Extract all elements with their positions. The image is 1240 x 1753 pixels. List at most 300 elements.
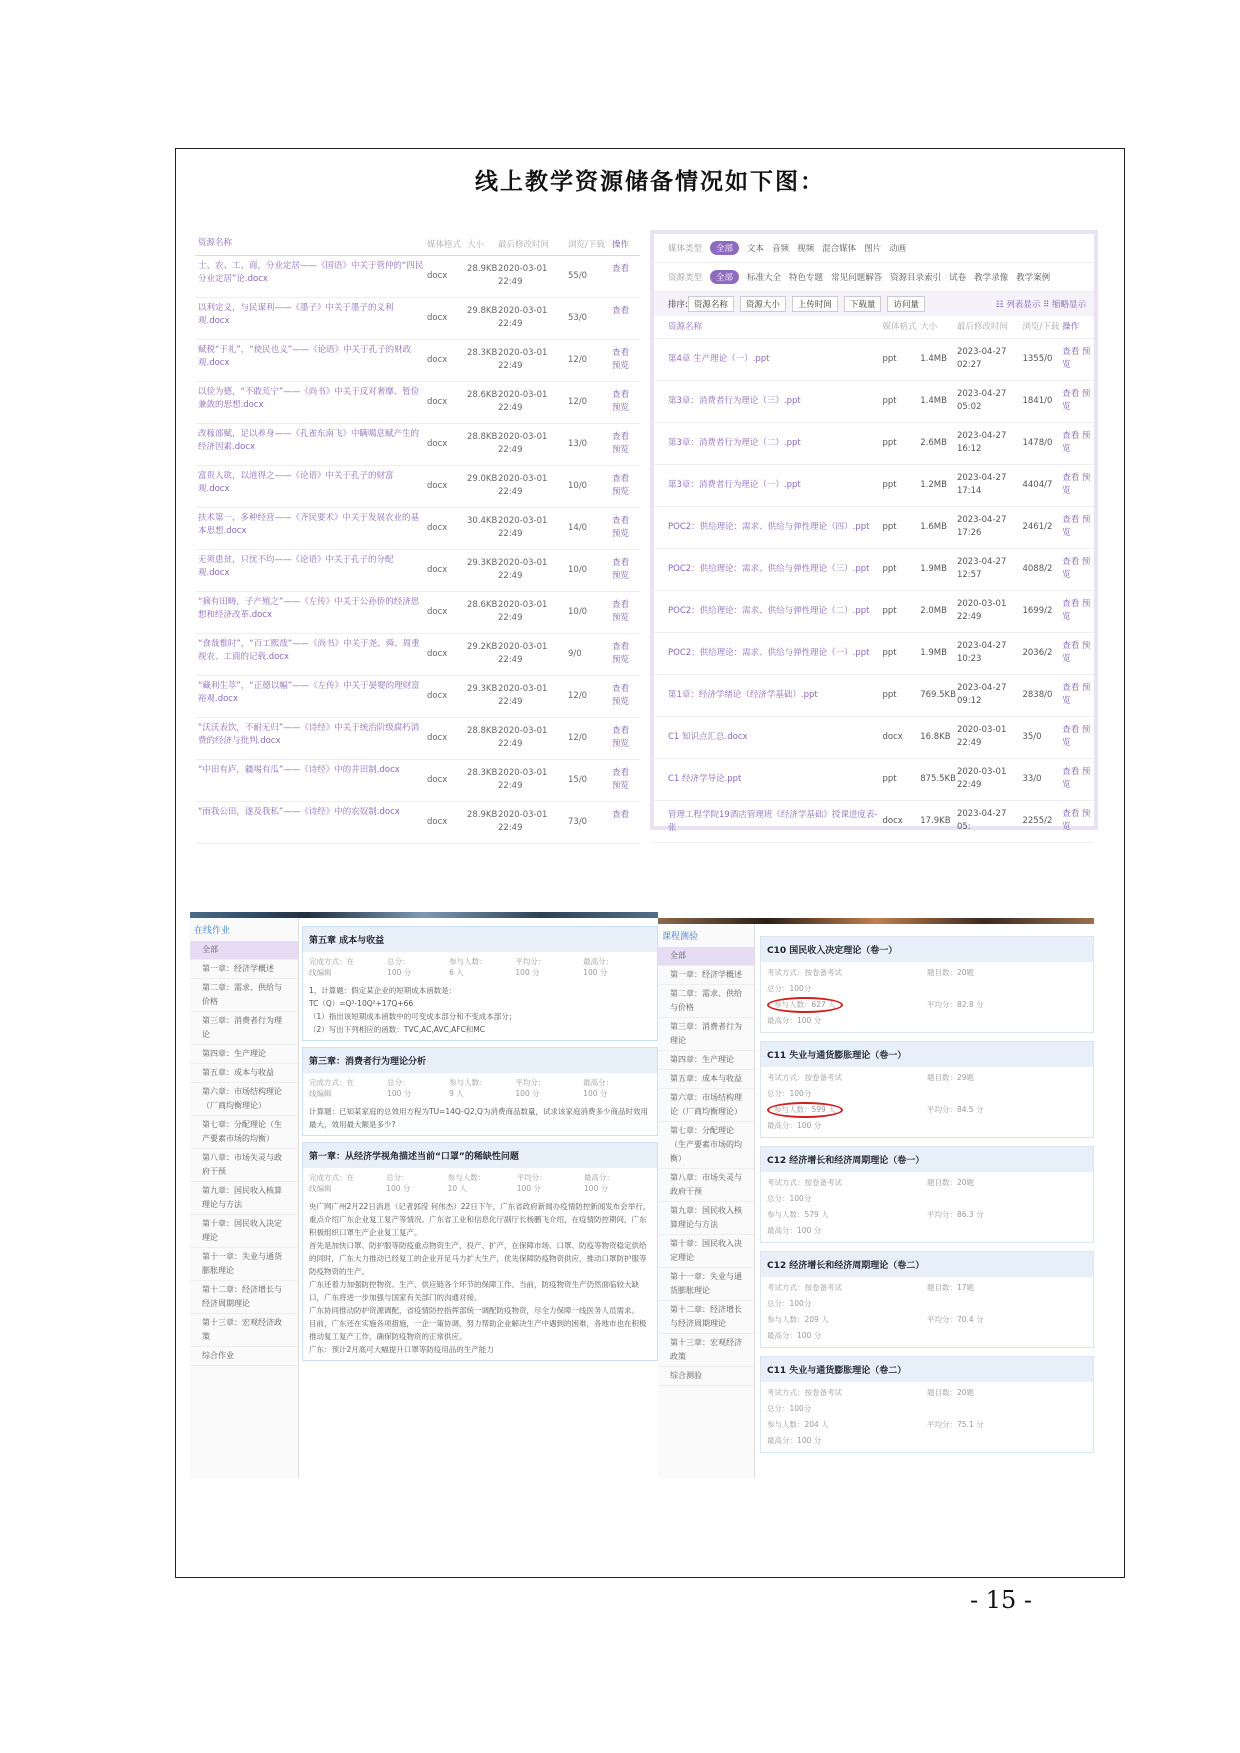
modified-time: 2020-03-01 22:49 — [956, 767, 1007, 790]
modified-time: 2020-03-01 22:49 — [956, 599, 1007, 622]
resource-name-link[interactable]: 第1章：经济学绪论（经济学基础）.ppt — [668, 690, 818, 700]
media-format: ppt — [882, 480, 897, 490]
file-size: 2.0MB — [920, 606, 947, 616]
column-header: 最后修改时间 — [498, 239, 550, 250]
resource-name-link[interactable]: 士、农、工、商，分业定居——《国语》中关于管仲的“四民分业定居”论.docx — [198, 261, 424, 284]
media-format: docx — [427, 565, 448, 575]
total-score: 总分：100分 — [767, 1299, 812, 1308]
file-size: 28.6KB — [467, 390, 498, 400]
view-link[interactable]: 查看 预览 — [612, 390, 630, 413]
resource-name-link[interactable]: 第3章：消费者行为理论（一）.ppt — [668, 480, 801, 490]
nav-item[interactable]: 第二章：需求、供给与价格 — [658, 985, 754, 1018]
nav-item[interactable]: 第七章：分配理论（生产要素市场的均衡） — [658, 1122, 754, 1169]
card-title[interactable]: 第一章：从经济学视角描述当前“口罩”的稀缺性问题 — [303, 1143, 657, 1168]
view-link[interactable]: 查看 预览 — [1062, 473, 1091, 496]
resource-name-link[interactable]: “沃沃表饮，不耐无归”——《诗经》中关于统治阶级腐朽消费的经济与批判.docx — [198, 723, 420, 746]
view-download-count: 35/0 — [1022, 732, 1042, 742]
average-score: 平均分：70.4 分 — [927, 1315, 984, 1324]
media-format: ppt — [882, 354, 897, 364]
column-header: 操作 — [612, 239, 630, 250]
resource-name-link[interactable]: 改稼部赋，足以养身——《孔雀东南飞》中瞒噶息赋产生的经济因素.docx — [198, 429, 420, 452]
nav-item[interactable]: 第一章：经济学概述 — [658, 966, 754, 985]
nav-title: 课程测验 — [662, 932, 699, 942]
modified-time: 2023-04-27 05: — [956, 809, 1007, 832]
file-size: 769.5KB — [920, 690, 956, 700]
table-row — [654, 801, 1094, 843]
exam-mode: 考试方式：按卷备考试 — [767, 1388, 842, 1397]
resource-name-link[interactable]: 以俭为德，“不敢荒宁”——《尚书》中关于反对奢靡、暂俭兼敛的思想.docx — [198, 387, 420, 410]
nav-item[interactable]: 第六章：市场结构理论（厂商均衡理论） — [658, 1089, 754, 1122]
media-format: docx — [427, 523, 448, 533]
file-size: 28.8KB — [467, 726, 498, 736]
sort-button[interactable]: 资源名称 — [688, 296, 734, 312]
media-format: docx — [427, 649, 448, 659]
view-download-count: 10/0 — [568, 607, 588, 617]
view-download-count: 14/0 — [568, 523, 588, 533]
resource-name-link[interactable]: “雨我公田，遂及我私”——《诗经》中的农奴制.docx — [198, 807, 400, 817]
card-title[interactable]: C12 经济增长和经济周期理论（卷一） — [761, 1147, 1093, 1172]
average-score: 平均分：86.3 分 — [927, 1210, 984, 1219]
homework-list — [302, 926, 658, 1478]
question-count: 题目数：20题 — [927, 968, 975, 977]
body-line: 广东协同推动防护资源调配，省疫情防控指挥部统一调配防疫物资，尽全力保障一线医务人员需求。 — [309, 1306, 639, 1315]
resource-filter-option[interactable]: 特色专题 — [789, 273, 824, 283]
exam-card — [760, 1356, 1094, 1453]
media-format: ppt — [882, 606, 897, 616]
nav-item[interactable]: 第十章：国民收入决定理论 — [658, 1235, 754, 1268]
nav-item[interactable]: 第二章：需求、供给与价格 — [190, 979, 298, 1012]
nav-item[interactable]: 第十二章：经济增长与经济周期理论 — [190, 1281, 298, 1314]
meta-item: 完成方式：在线编辑 — [309, 1173, 354, 1193]
modified-time: 2020-03-01 22:49 — [498, 432, 548, 455]
sort-button[interactable]: 上传时间 — [792, 296, 838, 312]
homework-panel — [190, 912, 658, 1478]
media-filter-option[interactable]: 文本 — [747, 244, 765, 254]
card-body — [303, 1103, 657, 1135]
file-size: 28.9KB — [467, 810, 498, 820]
card-body — [303, 1198, 657, 1360]
sort-button[interactable]: 下载量 — [844, 296, 882, 312]
card-meta — [761, 1382, 1093, 1452]
nav-item[interactable]: 第九章：国民收入核算理论与方法 — [190, 1182, 298, 1215]
table-header — [195, 235, 640, 256]
resource-filter-option[interactable]: 教学录像 — [974, 273, 1009, 283]
total-score: 总分：100分 — [767, 1194, 812, 1203]
total-score: 总分：100分 — [767, 984, 812, 993]
file-size: 1.4MB — [920, 396, 947, 406]
meta-item: 平均分：100 分 — [515, 957, 546, 977]
media-format: docx — [427, 733, 448, 743]
resource-name-link[interactable]: POC2：供给理论：需求、供给与弹性理论（二）.ppt — [668, 606, 870, 616]
table-row — [654, 633, 1094, 675]
modified-time: 2023-04-27 17:14 — [956, 473, 1007, 496]
media-format: docx — [427, 481, 448, 491]
resource-name-link[interactable]: 富贵人欲，以道得之——《论语》中关于孔子的财富观.docx — [198, 471, 394, 494]
sort-button[interactable]: 资源大小 — [740, 296, 786, 312]
exam-card — [760, 1041, 1094, 1138]
sort-bar — [654, 292, 1094, 316]
file-size: 30.4KB — [467, 516, 498, 526]
nav-item[interactable]: 第三章：消费者行为理论 — [190, 1012, 298, 1045]
modified-time: 2020-03-01 22:49 — [498, 642, 548, 665]
modified-time: 2020-03-01 22:49 — [498, 810, 548, 833]
table-row — [654, 675, 1094, 717]
media-format: docx — [427, 439, 448, 449]
view-download-count: 4404/7 — [1022, 480, 1053, 490]
average-score: 平均分：84.5 分 — [927, 1105, 984, 1114]
homework-nav — [190, 918, 299, 1478]
homework-card — [302, 1142, 658, 1361]
file-size: 28.3KB — [467, 348, 498, 358]
body-line: TC（Q）=Q³-10Q²+17Q+66 — [309, 999, 414, 1008]
body-line: 广东：预计2月底可大幅提升口罩等防疫用品的生产能力 — [309, 1345, 494, 1354]
media-filter-option[interactable]: 图片 — [864, 244, 882, 254]
table-row — [195, 298, 640, 340]
view-link[interactable]: 查看 预览 — [1062, 347, 1091, 370]
nav-item[interactable]: 第一章：经济学概述 — [190, 960, 298, 979]
table-row — [654, 465, 1094, 507]
modified-time: 2020-03-01 22:49 — [498, 516, 548, 539]
nav-title: 在线作业 — [194, 926, 231, 936]
view-download-count: 10/0 — [568, 565, 588, 575]
exam-list — [760, 936, 1094, 1478]
resource-name-link[interactable]: POC2：供给理论：需求、供给与弹性理论（一）.ppt — [668, 648, 870, 658]
max-score: 最高分：100 分 — [767, 1331, 822, 1340]
view-download-count: 53/0 — [568, 313, 588, 323]
table-row — [195, 508, 640, 550]
view-link[interactable]: 查看 预览 — [612, 642, 630, 665]
view-link[interactable]: 查看 预览 — [1062, 809, 1091, 832]
body-line: （2）写出下列相应的函数：TVC,AC,AVC,AFC和MC — [309, 1025, 486, 1034]
exam-mode: 考试方式：按卷备考试 — [767, 968, 842, 977]
nav-item[interactable]: 第七章：分配理论（生产要素市场的均衡） — [190, 1116, 298, 1149]
nav-item[interactable]: 全部 — [658, 947, 754, 966]
resource-filter-option[interactable]: 试卷 — [949, 273, 967, 283]
nav-item[interactable]: 第十一章：失业与通货膨胀理论 — [658, 1268, 754, 1301]
total-score: 总分：100分 — [767, 1089, 812, 1098]
body-line: 广东还着力加强防控物资、生产、供应链各个环节的保障工作。当前，防疫物资生产仍然面临较大缺口，广东将进一步加强与国家有关部门的沟通对接。 — [309, 1280, 639, 1302]
table-row — [654, 549, 1094, 591]
table-row — [195, 634, 640, 676]
max-score: 最高分：100 分 — [767, 1226, 822, 1235]
view-link[interactable]: 查看 预览 — [1062, 683, 1091, 706]
resource-type-filter — [654, 263, 1094, 292]
media-format: docx — [427, 775, 448, 785]
view-link[interactable]: 查看 — [612, 264, 630, 274]
view-link[interactable]: 查看 预览 — [612, 348, 630, 371]
blank-cell — [927, 1191, 1087, 1207]
media-format: ppt — [882, 438, 897, 448]
view-download-count: 12/0 — [568, 397, 588, 407]
sort-button[interactable]: 访问量 — [887, 296, 925, 312]
modified-time: 2023-04-27 12:57 — [956, 557, 1007, 580]
nav-item[interactable]: 第八章：市场失灵与政府干预 — [658, 1169, 754, 1202]
meta-item: 完成方式：在线编辑 — [309, 957, 354, 977]
table-row — [654, 381, 1094, 423]
file-size: 28.3KB — [467, 768, 498, 778]
table-row — [195, 466, 640, 508]
view-link[interactable]: 查看 预览 — [1062, 515, 1091, 538]
exam-nav — [658, 924, 755, 1478]
media-format: docx — [882, 816, 903, 826]
media-filter-option[interactable]: 全部 — [710, 241, 739, 255]
card-title[interactable]: C12 经济增长和经济周期理论（卷二） — [761, 1252, 1093, 1277]
view-link[interactable]: 查看 预览 — [1062, 557, 1091, 580]
blank-cell — [927, 1296, 1087, 1312]
resource-name-link[interactable]: 扶术第一，多种经营——《齐民要术》中关于发展农业的基本思想.docx — [198, 513, 420, 536]
view-link[interactable]: 查看 预览 — [612, 726, 630, 749]
view-download-count: 55/0 — [568, 271, 588, 281]
modified-time: 2020-03-01 22:49 — [498, 768, 548, 791]
file-size: 28.6KB — [467, 600, 498, 610]
exam-card — [760, 1146, 1094, 1243]
table-row — [195, 256, 640, 298]
meta-item: 最高分：100 分 — [583, 957, 614, 977]
nav-item[interactable]: 第四章：生产理论 — [658, 1051, 754, 1070]
average-score: 平均分：75.1 分 — [927, 1420, 984, 1429]
media-format: docx — [427, 313, 448, 323]
file-size: 2.6MB — [920, 438, 947, 448]
resource-name-link[interactable]: C1 知识点汇总.docx — [668, 732, 748, 742]
file-size: 29.3KB — [467, 684, 498, 694]
file-size: 1.6MB — [920, 522, 947, 532]
body-line: 计算题：已知某家庭的总效用方程为TU=14Q-Q2,Q为消费商品数量，试求该家庭消费多少商品时效用最大，效用最大额是多少? — [309, 1107, 648, 1129]
max-score: 最高分：100 分 — [767, 1121, 822, 1130]
file-size: 29.2KB — [467, 642, 498, 652]
nav-item[interactable]: 第六章：市场结构理论（厂商均衡理论） — [190, 1083, 298, 1116]
media-filter-option[interactable]: 动画 — [889, 244, 907, 254]
modified-time: 2023-04-27 09:12 — [956, 683, 1007, 706]
table-row — [654, 717, 1094, 759]
file-size: 29.0KB — [467, 474, 498, 484]
sort-label: 排序: — [668, 300, 688, 310]
file-size: 28.9KB — [467, 264, 498, 274]
view-toggle[interactable]: ☷ 列表显示 ⠿ 缩略显示 — [996, 300, 1086, 310]
body-line: （1）指出该短期成本函数中的可变成本部分和不变成本部分； — [309, 1012, 517, 1021]
modified-time: 2020-03-01 22:49 — [498, 684, 548, 707]
view-download-count: 2036/2 — [1022, 648, 1053, 658]
participants — [767, 1312, 927, 1328]
page-title: 线上教学资源储备情况如下图： — [475, 168, 825, 195]
card-title[interactable]: 第五章 成本与收益 — [303, 927, 657, 952]
body-line: 央广网广州2月22日消息（记者郭滢 何伟杰）22日下午，广东省政府新闻办疫情防控新闻发布会举行，重点介绍广东企业复工复产等情况。广东省工业和信息化厅副厅长杨鹏飞介绍，在疫情防控期间，广东积极组织口罩生产企业复工复产。 — [309, 1202, 651, 1237]
question-count: 题目数：20题 — [927, 1178, 975, 1187]
table-row — [195, 718, 640, 760]
participant-count: 参与人数：209 人 — [767, 1315, 829, 1324]
nav-item[interactable]: 第八章：市场失灵与政府干预 — [190, 1149, 298, 1182]
file-size: 1.9MB — [920, 564, 947, 574]
card-title[interactable]: C10 国民收入决定理论（卷一） — [761, 937, 1093, 962]
participant-count: 参与人数：204 人 — [767, 1420, 829, 1429]
question-count: 题目数：17题 — [927, 1283, 975, 1292]
media-format: docx — [427, 691, 448, 701]
nav-item[interactable]: 综合作业 — [190, 1347, 298, 1366]
file-size: 875.5KB — [920, 774, 956, 784]
meta-item: 参与人数：10 人 — [447, 1173, 486, 1193]
resource-name-link[interactable]: C1 经济学导论.ppt — [668, 774, 742, 784]
participant-count: 参与人数：627 人 — [767, 997, 843, 1013]
resource-name-link[interactable]: “食哉惟时”，“百工熙哉”——《尚书》中关于尧、舜、周重视农、工商的记载.docx — [198, 639, 420, 662]
participant-count: 参与人数：599 人 — [767, 1102, 843, 1118]
resource-name-link[interactable]: “摘有田畴，子产殖之”——《左传》中关于公孙侨的经济思想和经济改革.docx — [198, 597, 420, 620]
media-type-filter — [654, 234, 1094, 263]
resource-filter-option[interactable]: 常见问题解答 — [831, 273, 883, 283]
exam-panel — [658, 918, 1094, 1478]
modified-time: 2023-04-27 17:26 — [956, 515, 1007, 538]
table-row — [195, 760, 640, 802]
nav-item[interactable]: 第十一章：失业与通货膨胀理论 — [190, 1248, 298, 1281]
nav-item[interactable]: 第十章：国民收入决定理论 — [190, 1215, 298, 1248]
participants — [767, 1102, 927, 1118]
resource-name-link[interactable]: 管理工程学院19酒店管理班《经济学基础》授课进度表-张 — [668, 809, 878, 833]
resource-name-link[interactable]: 第4章 生产理论（一）.ppt — [668, 354, 770, 364]
media-format: ppt — [882, 774, 897, 784]
file-size: 16.8KB — [920, 732, 951, 742]
meta-item: 完成方式：在线编辑 — [309, 1078, 354, 1098]
media-format: docx — [427, 271, 448, 281]
view-download-count: 10/0 — [568, 481, 588, 491]
modified-time: 2023-04-27 02:27 — [956, 347, 1007, 370]
card-title[interactable]: C11 失业与通货膨胀理论（卷一） — [761, 1042, 1093, 1067]
view-link[interactable]: 查看 预览 — [1062, 389, 1091, 412]
nav-item[interactable]: 第五章：成本与收益 — [190, 1064, 298, 1083]
nav-item[interactable]: 综合测验 — [658, 1367, 754, 1386]
resource-name-link[interactable]: “藏利生萃”，“正德以幅”——《左传》中关于晏婴的理财富裕观.docx — [198, 681, 420, 704]
resource-name-link[interactable]: POC2：供给理论：需求、供给与弹性理论（三）.ppt — [668, 564, 870, 574]
resource-filter-option[interactable]: 全部 — [710, 270, 739, 284]
view-link[interactable]: 查看 预览 — [612, 558, 630, 581]
media-format: ppt — [882, 648, 897, 658]
nav-item[interactable]: 第十三章：宏观经济政策 — [658, 1334, 754, 1367]
column-header: 浏览/下载 — [568, 239, 605, 250]
file-size: 17.9KB — [920, 816, 951, 826]
view-link[interactable]: 查看 预览 — [1062, 599, 1091, 622]
column-header: 媒体格式 — [882, 321, 917, 332]
media-filter-option[interactable]: 视频 — [797, 244, 815, 254]
view-download-count: 1699/2 — [1022, 606, 1053, 616]
view-link[interactable]: 查看 预览 — [612, 432, 630, 455]
column-header: 浏览/下载 — [1022, 321, 1060, 332]
page-number: - 15 - — [970, 1586, 1033, 1614]
view-link[interactable]: 查看 预览 — [612, 684, 630, 707]
view-link[interactable]: 查看 — [612, 810, 630, 820]
media-format: docx — [882, 732, 903, 742]
view-download-count: 12/0 — [568, 733, 588, 743]
resource-filter-option[interactable]: 标准大全 — [747, 273, 782, 283]
table-row — [654, 591, 1094, 633]
view-link[interactable]: 查看 预览 — [1062, 641, 1091, 664]
card-meta — [303, 952, 657, 982]
view-link[interactable]: 查看 预览 — [612, 600, 630, 623]
max-score: 最高分：100 分 — [767, 1436, 822, 1445]
view-download-count: 1355/0 — [1022, 354, 1053, 364]
media-format: ppt — [882, 396, 897, 406]
view-download-count: 12/0 — [568, 355, 588, 365]
resource-filter-option[interactable]: 资源目录索引 — [890, 273, 942, 283]
total-score: 总分：100分 — [767, 1404, 812, 1413]
resource-name-link[interactable]: 无须患贫，只忧不均——《论语》中关于孔子的分配观.docx — [198, 555, 394, 578]
view-download-count: 1841/0 — [1022, 396, 1053, 406]
resource-name-link[interactable]: “中田有庐，疆埸有瓜”——《诗经》中的井田制.docx — [198, 765, 400, 775]
table-row — [195, 340, 640, 382]
view-download-count: 2255/2 — [1022, 816, 1053, 826]
nav-item[interactable]: 第三章：消费者行为理论 — [658, 1018, 754, 1051]
view-link[interactable]: 查看 预览 — [612, 768, 630, 791]
resource-name-link[interactable]: 第3章：消费者行为理论（三）.ppt — [668, 396, 801, 406]
nav-item[interactable]: 第九章：国民收入核算理论与方法 — [658, 1202, 754, 1235]
resource-name-link[interactable]: 赋税“于礼”，“使民也义”——《论语》中关于孔子的财政观.docx — [198, 345, 412, 368]
view-download-count: 13/0 — [568, 439, 588, 449]
column-header: 大小 — [467, 239, 485, 250]
exam-card — [760, 1251, 1094, 1348]
nav-item[interactable]: 第四章：生产理论 — [190, 1045, 298, 1064]
column-header: 操作 — [1062, 321, 1080, 332]
column-header: 媒体格式 — [427, 239, 462, 250]
resource-table-left — [195, 235, 640, 833]
modified-time: 2023-04-27 05:02 — [956, 389, 1007, 412]
card-body — [303, 982, 657, 1040]
card-meta — [761, 1277, 1093, 1347]
nav-item[interactable]: 第五章：成本与收益 — [658, 1070, 754, 1089]
modified-time: 2020-03-01 22:49 — [498, 264, 548, 287]
media-format: docx — [427, 817, 448, 827]
card-title[interactable]: C11 失业与通货膨胀理论（卷二） — [761, 1357, 1093, 1382]
modified-time: 2020-03-01 22:49 — [498, 348, 548, 371]
exam-mode: 考试方式：按卷备考试 — [767, 1283, 842, 1292]
view-download-count: 9/0 — [568, 649, 582, 659]
filter-label: 媒体类型 — [668, 244, 703, 254]
meta-item: 总分：100 分 — [387, 1078, 412, 1098]
view-download-count: 1478/0 — [1022, 438, 1053, 448]
column-header: 大小 — [920, 321, 938, 332]
nav-item[interactable]: 第十三章：宏观经济政策 — [190, 1314, 298, 1347]
view-link[interactable]: 查看 预览 — [1062, 431, 1091, 454]
view-link[interactable]: 查看 预览 — [1062, 725, 1091, 748]
table-row — [195, 382, 640, 424]
media-filter-option[interactable]: 音频 — [772, 244, 790, 254]
resource-name-link[interactable]: 以利定义，与民谋利——《墨子》中关于墨子的义利观.docx — [198, 303, 394, 326]
view-link[interactable]: 查看 预览 — [612, 516, 630, 539]
average-score: 平均分：82.8 分 — [927, 1000, 984, 1009]
resource-filter-option[interactable]: 教学案例 — [1016, 273, 1051, 283]
file-size: 1.4MB — [920, 354, 947, 364]
media-filter-option[interactable]: 混合媒体 — [822, 244, 857, 254]
table-row — [654, 339, 1094, 381]
view-link[interactable]: 查看 — [612, 306, 630, 316]
meta-item: 平均分：100 分 — [516, 1173, 547, 1193]
meta-item: 总分：100 分 — [386, 1173, 411, 1193]
view-link[interactable]: 查看 预览 — [1062, 767, 1091, 790]
file-size: 1.9MB — [920, 648, 947, 658]
view-link[interactable]: 查看 预览 — [612, 474, 630, 497]
table-row — [654, 423, 1094, 465]
modified-time: 2020-03-01 22:49 — [498, 306, 548, 329]
blank-cell — [927, 1401, 1087, 1417]
file-size: 1.2MB — [920, 480, 947, 490]
resource-name-link[interactable]: 第3章：消费者行为理论（二）.ppt — [668, 438, 801, 448]
modified-time: 2020-03-01 22:49 — [498, 558, 548, 581]
card-meta — [303, 1073, 657, 1103]
table-header — [654, 316, 1094, 339]
nav-item[interactable]: 第十二章：经济增长与经济周期理论 — [658, 1301, 754, 1334]
blank-cell — [927, 1086, 1087, 1102]
meta-item: 参与人数：9 人 — [449, 1078, 487, 1098]
nav-item[interactable]: 全部 — [190, 941, 298, 960]
resource-name-link[interactable]: POC2：供给理论：需求、供给与弹性理论（四）.ppt — [668, 522, 870, 532]
exam-mode: 考试方式：按卷备考试 — [767, 1178, 842, 1187]
card-title[interactable]: 第三章：消费者行为理论分析 — [303, 1048, 657, 1073]
table-row — [195, 424, 640, 466]
